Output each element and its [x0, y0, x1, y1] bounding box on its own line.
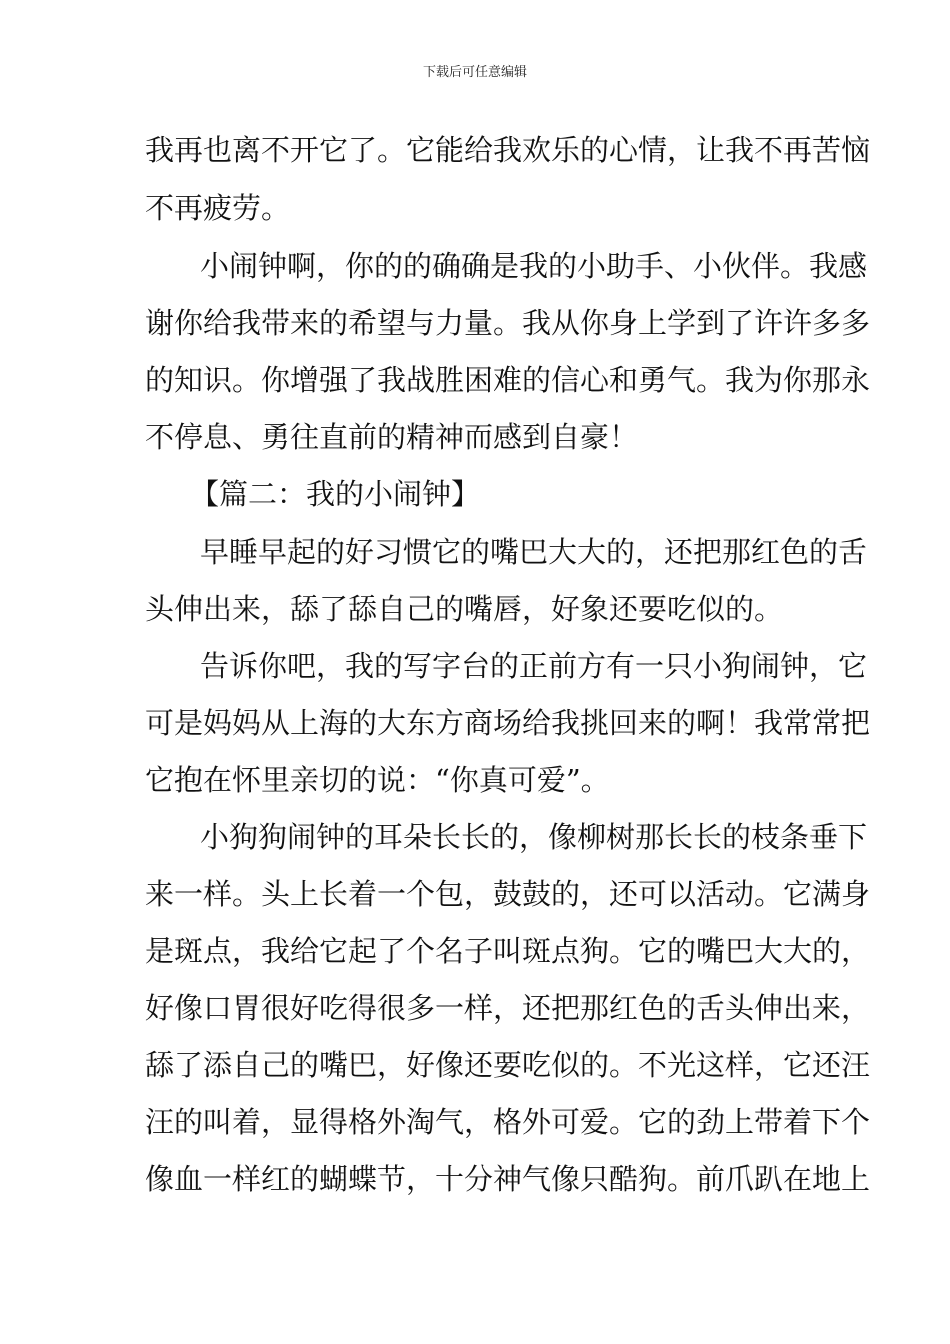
text-line: 的知识。你增强了我战胜困难的信心和勇气。我为你那永 — [145, 363, 871, 397]
paragraph-first-line: 早睡早起的好习惯它的嘴巴大大的，还把那红色的舌 — [200, 535, 868, 569]
text-line: 不停息、勇往直前的精神而感到自豪！ — [145, 420, 639, 454]
text-line: 可是妈妈从上海的大东方商场给我挑回来的啊！我常常把 — [145, 706, 871, 740]
paragraph-first-line: 小狗狗闹钟的耳朵长长的，像柳树那长长的枝条垂下 — [200, 820, 868, 854]
text-line: 谢你给我带来的希望与力量。我从你身上学到了许许多多 — [145, 306, 871, 340]
text-line: 像血一样红的蝴蝶节，十分神气像只酷狗。前爪趴在地上 — [145, 1162, 871, 1196]
page-header: 下载后可任意编辑 — [422, 65, 527, 80]
text-line: 好像口胃很好吃得很多一样，还把那红色的舌头伸出来， — [145, 991, 871, 1025]
text-line: 舔了添自己的嘴巴，好像还要吃似的。不光这样，它还汪 — [145, 1048, 871, 1082]
paragraph-first-line: 小闹钟啊，你的的确确是我的小助手、小伙伴。我感 — [200, 249, 868, 283]
text-line: 不再疲劳。 — [145, 191, 291, 225]
text-line: 我再也离不开它了。它能给我欢乐的心情，让我不再苦恼 — [145, 133, 871, 167]
section-heading: 【篇二：我的小闹钟】 — [190, 477, 481, 511]
text-line: 它抱在怀里亲切的说：“你真可爱”。 — [145, 763, 610, 797]
text-line: 汪的叫着，显得格外淘气，格外可爱。它的劲上带着下个 — [145, 1105, 871, 1139]
text-line: 来一样。头上长着一个包，鼓鼓的，还可以活动。它满身 — [145, 877, 871, 911]
text-line: 是斑点，我给它起了个名子叫斑点狗。它的嘴巴大大的， — [145, 934, 871, 968]
paragraph-first-line: 告诉你吧，我的写字台的正前方有一只小狗闹钟，它 — [200, 649, 868, 683]
text-line: 头伸出来，舔了舔自己的嘴唇，好象还要吃似的。 — [145, 592, 784, 626]
